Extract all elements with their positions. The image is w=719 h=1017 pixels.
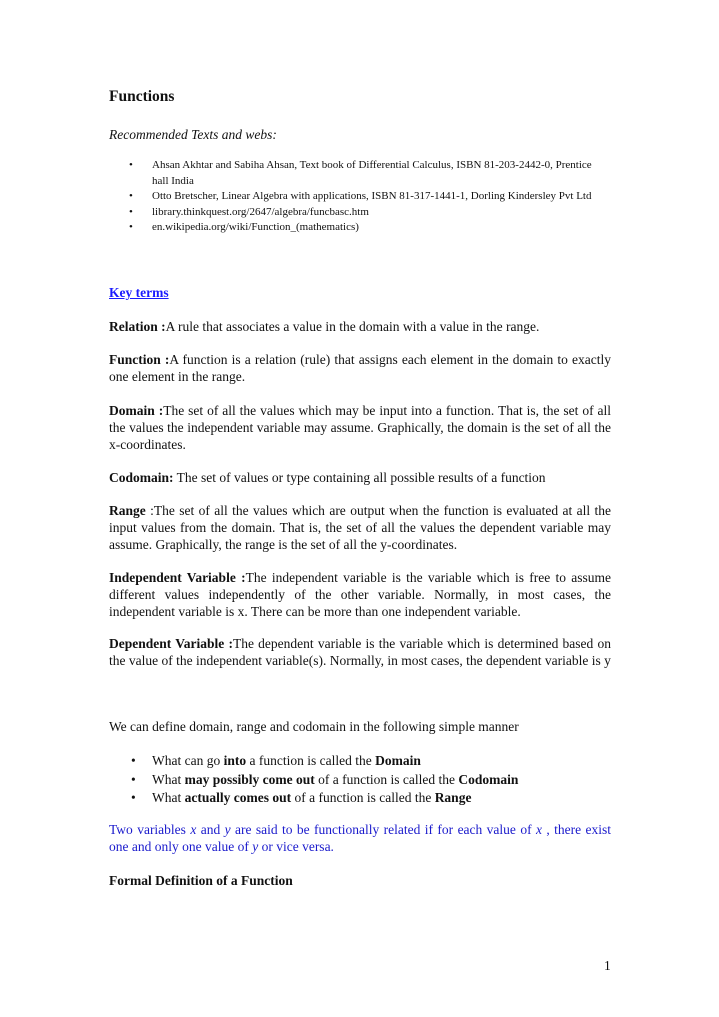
function-definition	[109, 351, 611, 385]
independent-variable-definition	[109, 569, 611, 620]
term-label: Dependent Variable :	[109, 636, 233, 651]
intro-text: We can define domain, range and codomain in the following simple manner	[109, 719, 519, 734]
bullet-item: • What can go into a function is called the Domain	[109, 752, 611, 771]
definition-bullets	[109, 752, 611, 808]
term-definition: The set of values or type containing all possible results of a function	[173, 470, 546, 485]
bullet-item: • What actually comes out of a function is called the Range	[109, 789, 611, 808]
reference-item: • Otto Bretscher, Linear Algebra with applications, ISBN 81-317-1441-1, Dorling Kindersley Pvt Ltd	[109, 189, 611, 205]
domain-definition	[109, 402, 611, 453]
term-label: Independent Variable :	[109, 570, 246, 585]
reference-link[interactable]: • en.wikipedia.org/wiki/Function_(mathematics)	[109, 220, 611, 236]
reference-list	[109, 158, 611, 236]
functional-relation-text: Two variables x and y are said to be functionally related if for each value of x , there exist one and only one value of y or vice versa.	[109, 822, 612, 854]
term-label: Relation :	[109, 319, 166, 334]
range-definition	[109, 502, 611, 553]
reference-item: • Ahsan Akhtar and Sabiha Ahsan, Text book of Differential Calculus, ISBN 81-203-2442-0, Prentice hall India	[109, 158, 611, 189]
term-label: Domain :	[109, 403, 164, 418]
term-label: Range	[109, 503, 146, 518]
formal-definition-heading: Formal Definition of a Function	[109, 873, 293, 888]
term-definition: A rule that associates a value in the domain with a value in the range.	[165, 319, 540, 334]
term-definition: The set of all the values which may be input into a function. That is, the set of all the values the independent variable may assume. Graphically, the domain is the set of all the x-coordinates.	[109, 403, 612, 452]
page-title: Functions	[109, 88, 175, 105]
codomain-definition	[109, 469, 611, 486]
term-definition: The dependent variable is the variable which is determined based on the value of the independent variable(s). Normally, in most cases, the dependent variable is y	[109, 636, 611, 668]
term-definition: A function is a relation (rule) that assigns each element in the domain to exactly one element in the range.	[109, 352, 611, 384]
reference-link[interactable]: • library.thinkquest.org/2647/algebra/funcbasc.htm	[109, 205, 611, 221]
key-terms-heading[interactable]: Key terms	[109, 285, 169, 300]
bullet-item: • What may possibly come out of a function is called the Codomain	[109, 771, 611, 790]
dependent-variable-definition	[109, 635, 611, 669]
recommended-texts-heading: Recommended Texts and webs:	[109, 127, 277, 142]
term-label: Function :	[109, 352, 170, 367]
page-number: 1	[604, 958, 611, 973]
relation-definition	[109, 318, 611, 335]
term-definition: The independent variable is the variable which is free to assume different values independently of the other variable. Normally, in most cases, the independent variable is x. There can be more than one independent variable.	[109, 570, 612, 619]
term-definition: :The set of all the values which are output when the function is evaluated at all the input values from the domain. That is, the set of all the values the dependent variable may assume. Graphically, the range is the set of all the y-coordinates.	[109, 503, 611, 552]
term-label: Codomain:	[109, 470, 174, 485]
